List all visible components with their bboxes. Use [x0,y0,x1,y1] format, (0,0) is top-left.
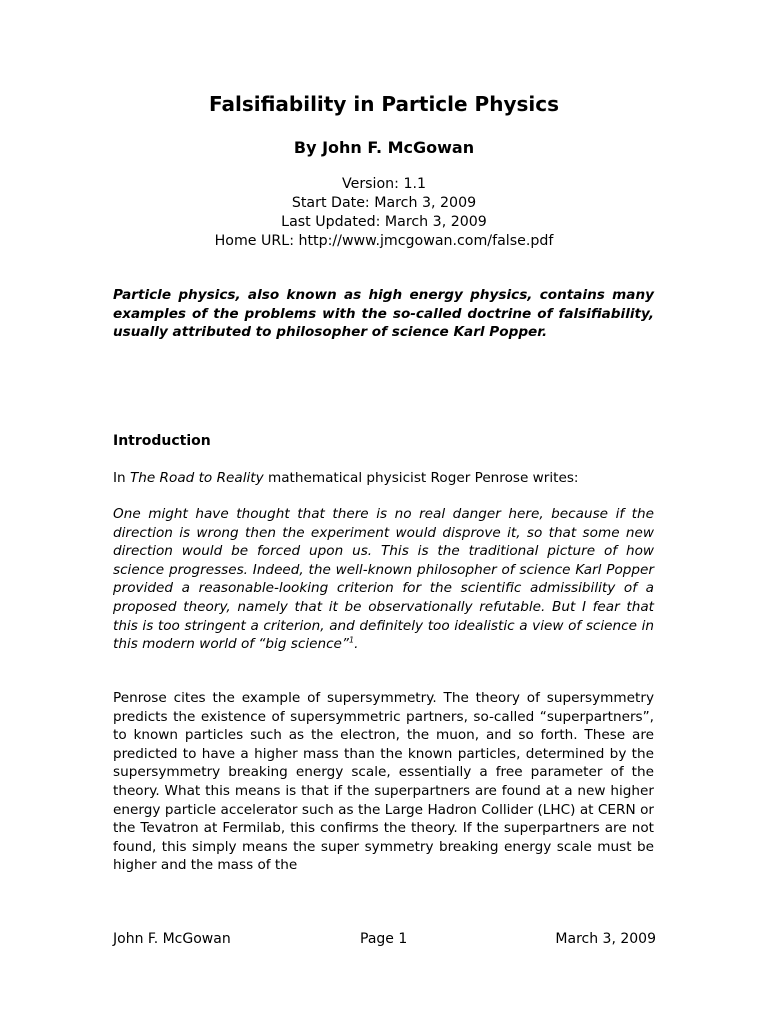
lead-prefix: In [113,470,130,486]
document-title: Falsifiability in Particle Physics [208,92,559,116]
section-heading-introduction: Introduction [113,433,211,449]
body-paragraph: Penrose cites the example of supersymmetry. The theory of supersymmetry predicts the existence of supersymmetric partners, so-called “superpartners”, to known particles such as the electron, the muon, and so forth. These are predicted to have a higher mass than the known particles, determined by the supersymmetry breaking energy scale, essentially a free parameter of the theory. What this means is that if the superpartners are found at a new higher energy particle accelerator such as the Large Hadron Collider (LHC) at CERN or the Tevatron at Fermilab, this confirms the theory. If the superpartners are not found, this simply means the super symmetry breaking energy scale must be higher and the mass of the [113,690,654,874]
document-metadata [0,175,768,251]
version-line: Version: 1.1 [341,176,427,192]
home-url-line: Home URL: http://www.jmcgowan.com/false.pdf [214,233,554,249]
document-author: By John F. McGowan [293,138,475,157]
quote-end: . [354,636,359,653]
footnote-marker: 1 [348,635,355,645]
quote-text: One might have thought that there is no real danger here, because if the direction is wrong then the experiment would disprove it, so that some new direction would be forced upon us. This is the traditional picture of how science progresses. Indeed, the well-known philosopher of science Karl Popper provided a reasonable-looking criterion for the scientific admissibility of a proposed theory, namely that it be observationally refutable. But I fear that this is too stringent a criterion, and definitely too idealistic a view of science in this modern world of “big science” [113,506,654,653]
footer-page-number: Page 1 [360,931,408,947]
penrose-quote [113,505,654,654]
page-footer [113,930,656,948]
book-title: The Road to Reality [129,470,264,486]
footer-author: John F. McGowan [113,931,231,947]
last-updated-line: Last Updated: March 3, 2009 [281,214,487,230]
introduction-lead [113,469,673,487]
footer-date: March 3, 2009 [555,931,656,947]
lead-suffix: mathematical physicist Roger Penrose writes: [263,470,579,486]
abstract: Particle physics, also known as high energy physics, contains many examples of the problems with the so-called doctrine of falsifiability, usually attributed to philosopher of science Karl Popper. [113,287,654,340]
start-date-line: Start Date: March 3, 2009 [291,195,477,211]
